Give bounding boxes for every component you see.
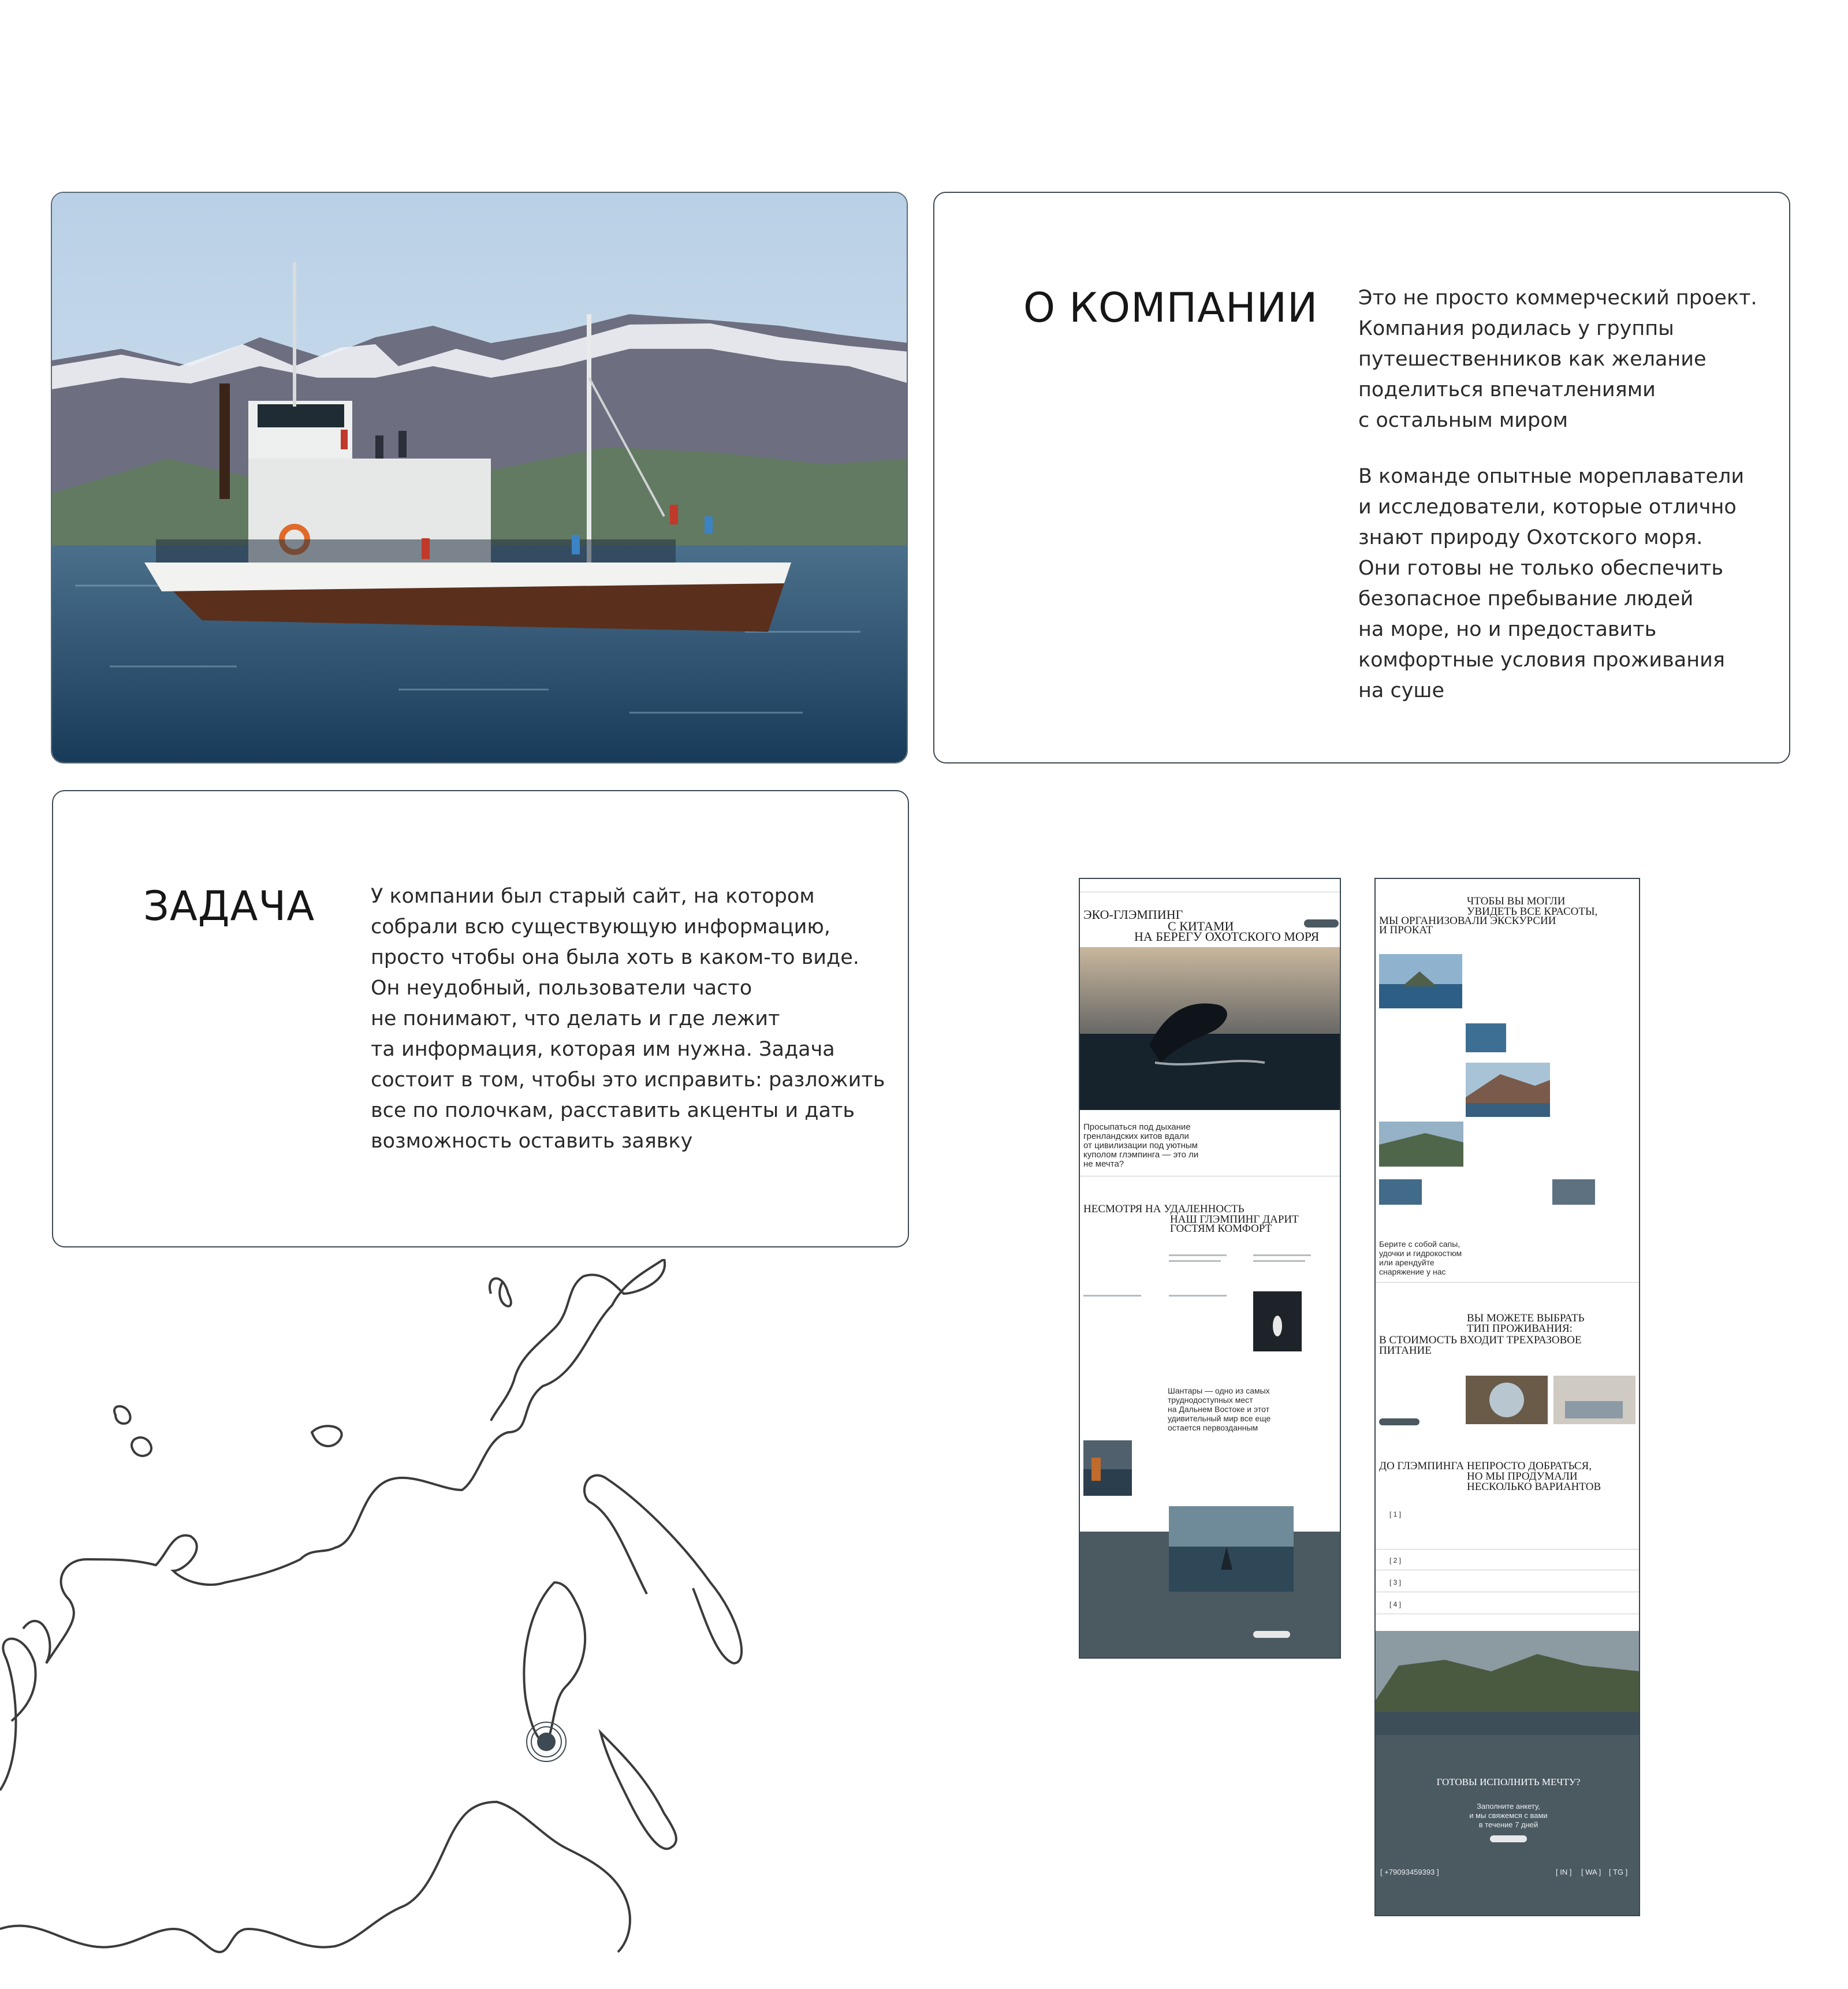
comfort-title-line-3: ГОСТЯМ КОМФОРТ xyxy=(1170,1223,1272,1235)
boat-aerial-image xyxy=(1253,1291,1302,1351)
hero-cta-button[interactable] xyxy=(1304,919,1339,928)
stay-title-line-3: В СТОИМОСТЬ ВХОДИТ ТРЕХРАЗОВОЕ xyxy=(1379,1334,1582,1346)
cliffs-image xyxy=(1376,1631,1640,1735)
stay-title-line-1: ВЫ МОЖЕТЕ ВЫБРАТЬ xyxy=(1467,1312,1585,1324)
footer-social-tg[interactable]: [ TG ] xyxy=(1609,1868,1628,1876)
about-text xyxy=(1358,283,1774,732)
comfort-title-line-2: НАШ ГЛЭМПИНГ ДАРИТ xyxy=(1170,1213,1299,1226)
stay-title-line-4: ПИТАНИЕ xyxy=(1379,1344,1432,1357)
route-title-line-3: НЕСКОЛЬКО ВАРИАНТОВ xyxy=(1467,1481,1601,1493)
boat-photo-card xyxy=(51,192,908,763)
excursions-title-line-4: И ПРОКАТ xyxy=(1379,924,1433,936)
footer-social-in[interactable]: [ IN ] xyxy=(1556,1868,1572,1876)
route-option-2[interactable]: [ 2 ] xyxy=(1389,1556,1402,1565)
shantary-text: Шантары — одно из самых труднодоступных мест на Дальнем Востоке и этот удивительный мир все еще остается первозданным xyxy=(1168,1386,1271,1432)
task-text xyxy=(371,881,891,1182)
excursion-image-1 xyxy=(1379,954,1462,1008)
about-title: О КОМПАНИИ xyxy=(1023,284,1318,332)
excursions-title-line-2: УВИДЕТЬ ВСЕ КРАСОТЫ, xyxy=(1467,906,1598,918)
about-company-card xyxy=(933,192,1790,763)
whale-tail-image xyxy=(1169,1506,1294,1592)
hero-title-line-3: НА БЕРЕГУ ОХОТСКОГО МОРЯ xyxy=(1134,929,1320,944)
excursions-title-line-3: МЫ ОРГАНИЗОВАЛИ ЭКСКУРСИИ xyxy=(1379,915,1556,927)
cta-text: Заполните анкету, и мы свяжемся с вами в течение 7 дней xyxy=(1469,1802,1548,1829)
comfort-title-line-1: НЕСМОТРЯ НА УДАЛЕННОСТЬ xyxy=(1083,1203,1245,1215)
cta-title: ГОТОВЫ ИСПОЛНИТЬ МЕЧТУ? xyxy=(1436,1776,1581,1787)
route-option-4[interactable]: [ 4 ] xyxy=(1389,1600,1402,1608)
stay-book-button[interactable] xyxy=(1379,1418,1419,1425)
route-option-1[interactable]: [ 1 ] xyxy=(1389,1510,1402,1518)
footer-social-wa[interactable]: [ WA ] xyxy=(1581,1868,1601,1876)
cta-form-button[interactable] xyxy=(1490,1835,1527,1842)
whale-hero-image xyxy=(1080,947,1341,1110)
footer-phone[interactable]: [ +79093459393 ] xyxy=(1380,1868,1439,1876)
hero-title-line-2: С КИТАМИ xyxy=(1168,919,1234,933)
website-mockup-main-page xyxy=(1079,878,1341,1659)
stay-title-line-2: ТИП ПРОЖИВАНИЯ: xyxy=(1467,1323,1573,1335)
dome-interior-image-2 xyxy=(1553,1376,1635,1424)
hero-title-line-1: ЭКО-ГЛЭМПИНГ xyxy=(1083,907,1183,922)
about-paragraph-1: Это не просто коммерческий проект. Компания родилась у группы путешественников как желание поделиться впечатлениями с остальным миром xyxy=(1358,286,1757,432)
rental-text: Берите с собой сапы, удочки и гидрокостюм или арендуйте снаряжение у нас xyxy=(1379,1239,1462,1276)
boat-photo xyxy=(52,193,908,763)
task-title: ЗАДАЧА xyxy=(143,882,315,930)
about-paragraph-2: В команде опытные мореплаватели и исследователи, которые отлично знают природу Охотского моря. Они готовы не только обеспечить безопасное пребывание людей на море, но и предоставить комфортные условия проживания на суше xyxy=(1358,465,1745,702)
people-boat-image xyxy=(1083,1440,1132,1496)
excursions-title-line-1: ЧТОБЫ ВЫ МОГЛИ xyxy=(1467,895,1566,907)
excursion-image-6 xyxy=(1552,1179,1595,1205)
route-option-3[interactable]: [ 3 ] xyxy=(1389,1578,1402,1586)
excursion-image-5 xyxy=(1379,1179,1422,1205)
excursion-image-2 xyxy=(1466,1023,1506,1052)
route-title-line-1: ДО ГЛЭМПИНГА НЕПРОСТО ДОБРАТЬСЯ, xyxy=(1379,1460,1592,1472)
excursion-image-4 xyxy=(1379,1122,1463,1167)
route-title-line-2: НО МЫ ПРОДУМАЛИ xyxy=(1467,1470,1578,1483)
footer-submit-button[interactable] xyxy=(1253,1631,1290,1638)
map-outline-illustration xyxy=(0,1259,762,1987)
hero-caption: Просыпаться под дыхание гренландских китов вдали от цивилизации под уютным куполом глэмпинга — это ли не мечта? xyxy=(1083,1122,1199,1169)
excursion-image-3 xyxy=(1466,1063,1550,1117)
dome-interior-image-1 xyxy=(1466,1376,1548,1424)
task-paragraph: У компании был старый сайт, на котором собрали всю существующую информацию, просто чтобы она была хоть в каком-то виде. Он неудобный, пользователи часто не понимают, что делать и где лежит та информация, которая им нужна. Задача состоит в том, чтобы это исправить: разложить все по полочкам, расставить акценты и дать возможность оставить заявку xyxy=(371,885,885,1153)
task-card xyxy=(52,790,909,1247)
website-mockup-details-page xyxy=(1374,878,1640,1916)
